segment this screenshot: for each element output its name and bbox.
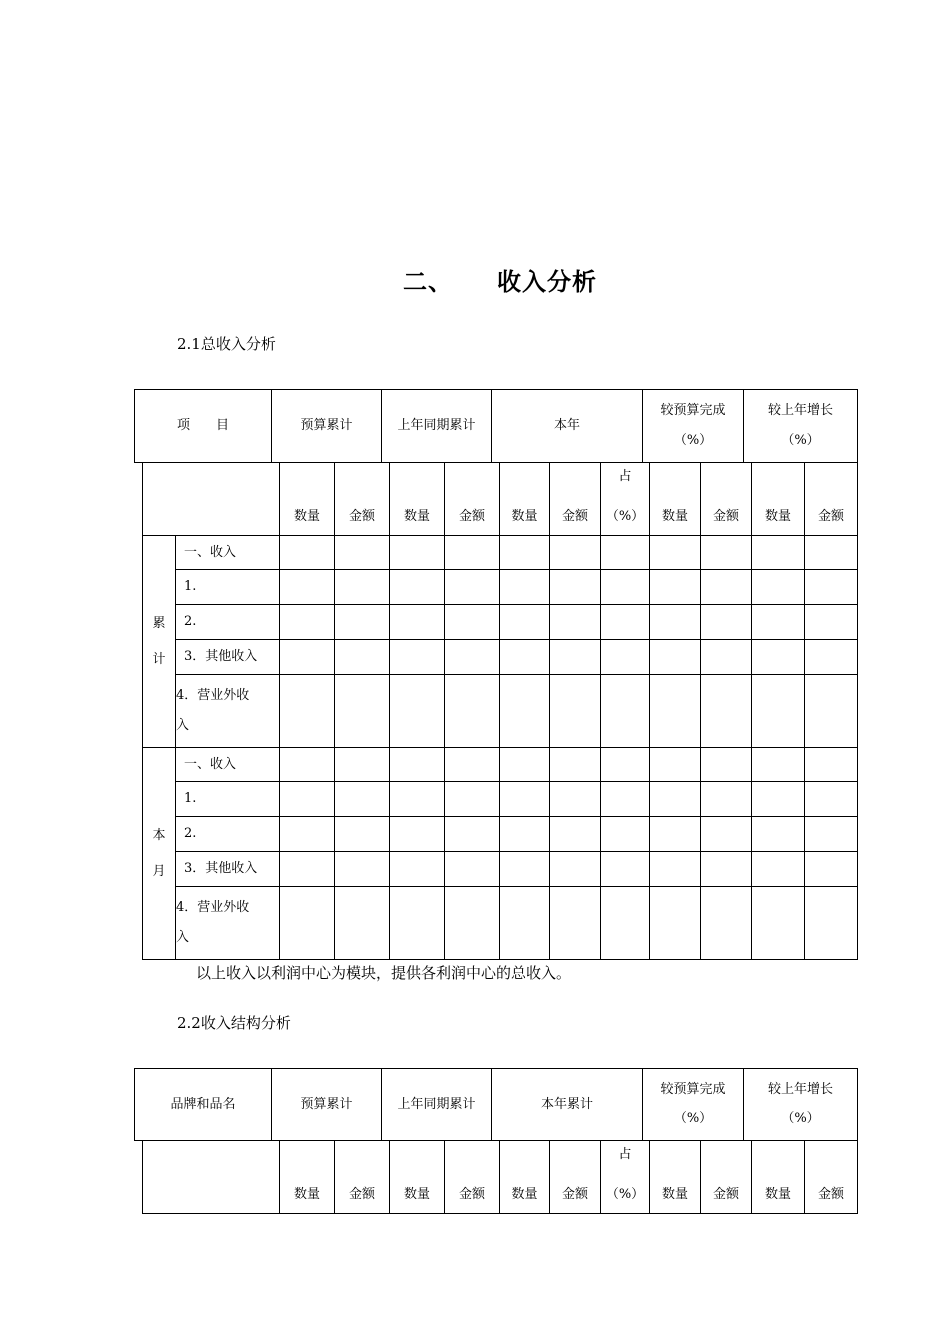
t1-row-label-line: 4．营业外收 — [176, 900, 250, 916]
t1-subheader-pct-line: （%） — [605, 509, 645, 525]
t1-data-cell — [649, 747, 701, 782]
t1-data-cell — [700, 569, 752, 605]
t1-data-cell — [751, 851, 805, 887]
subsection-title-2-2: 2.2收入结构分析 — [177, 1014, 291, 1032]
t2-subheader-quantity: 数量 — [649, 1140, 701, 1214]
t1-row-label: 2. — [175, 604, 280, 640]
t2-subheader-amount: 金额 — [804, 1140, 858, 1214]
t1-data-cell — [334, 781, 390, 817]
t1-data-cell — [600, 851, 650, 887]
t1-subheader-quantity: 数量 — [279, 462, 335, 536]
t1-data-cell — [499, 639, 550, 675]
t1-data-cell — [549, 535, 601, 570]
t1-row-label: 3．其他收入 — [175, 851, 280, 887]
t1-subheader-pct-line: 占 — [618, 469, 632, 484]
t1-data-cell — [804, 604, 858, 640]
t1-data-cell — [389, 747, 445, 782]
t1-data-cell — [700, 535, 752, 570]
t1-data-cell — [334, 674, 390, 748]
t1-data-cell — [804, 747, 858, 782]
t1-header-vs-budget-line: （%） — [673, 433, 713, 449]
t1-data-cell — [389, 535, 445, 570]
t2-header-current: 本年累计 — [491, 1068, 643, 1141]
section-number: 二、 — [403, 268, 453, 296]
t1-data-cell — [389, 674, 445, 748]
t2-subheader-quantity: 数量 — [279, 1140, 335, 1214]
t2-subheader-amount: 金额 — [334, 1140, 390, 1214]
t1-data-cell — [649, 674, 701, 748]
t2-header-item: 品牌和品名 — [134, 1068, 272, 1141]
t1-subheader-quantity: 数量 — [751, 462, 805, 536]
t1-data-cell — [549, 569, 601, 605]
t1-data-cell — [700, 639, 752, 675]
t1-data-cell — [444, 569, 500, 605]
t1-row-label: 一、收入 — [175, 747, 280, 782]
t1-header-item: 项 目 — [134, 389, 272, 463]
t1-data-cell — [389, 816, 445, 852]
section-heading — [0, 262, 950, 297]
t1-header-vs-budget — [642, 389, 744, 463]
t1-data-cell — [549, 604, 601, 640]
t1-data-cell — [444, 781, 500, 817]
t1-data-cell — [549, 781, 601, 817]
t1-data-cell — [649, 639, 701, 675]
t1-subheader-amount: 金额 — [549, 462, 601, 536]
t1-data-cell — [649, 781, 701, 817]
t1-data-cell — [389, 639, 445, 675]
t2-header-vs-budget-line: （%） — [673, 1111, 713, 1127]
t1-data-cell — [804, 639, 858, 675]
t1-data-cell — [600, 816, 650, 852]
t1-data-cell — [499, 851, 550, 887]
t1-data-cell — [549, 639, 601, 675]
t1-data-cell — [700, 851, 752, 887]
t1-data-cell — [600, 535, 650, 570]
t1-data-cell — [549, 674, 601, 748]
t1-header-vs-prev-line: 较上年增长 — [767, 403, 833, 419]
t2-subheader-quantity: 数量 — [389, 1140, 445, 1214]
t1-data-cell — [279, 816, 335, 852]
t1-data-cell — [751, 604, 805, 640]
t1-data-cell — [600, 886, 650, 960]
t1-header-vs-prev-line: （%） — [781, 433, 820, 449]
t2-subheader-amount: 金额 — [444, 1140, 500, 1214]
t1-data-cell — [804, 781, 858, 817]
t1-header-budget: 预算累计 — [271, 389, 382, 463]
t1-data-cell — [499, 747, 550, 782]
t2-subheader-amount: 金额 — [700, 1140, 752, 1214]
t1-row-label: 1. — [175, 781, 280, 817]
t2-subheader-blank — [142, 1140, 280, 1214]
t1-data-cell — [600, 781, 650, 817]
t1-data-cell — [804, 886, 858, 960]
t1-data-cell — [279, 639, 335, 675]
t1-data-cell — [334, 747, 390, 782]
t1-data-cell — [334, 886, 390, 960]
t1-group-label — [142, 747, 176, 960]
t1-data-cell — [279, 535, 335, 570]
t1-data-cell — [700, 674, 752, 748]
t1-data-cell — [649, 569, 701, 605]
t1-header-vs-prev — [743, 389, 858, 463]
t2-subheader-amount: 金额 — [549, 1140, 601, 1214]
t1-data-cell — [444, 747, 500, 782]
t1-header-vs-budget-line: 较预算完成 — [660, 403, 726, 419]
t2-header-vs-prev-line: （%） — [781, 1111, 820, 1127]
t1-data-cell — [700, 781, 752, 817]
t1-subheader-pct — [600, 462, 650, 536]
t1-data-cell — [549, 747, 601, 782]
t1-row-label: 一、收入 — [175, 535, 280, 570]
t1-data-cell — [700, 816, 752, 852]
t1-data-cell — [444, 886, 500, 960]
t1-data-cell — [279, 886, 335, 960]
t1-subheader-amount: 金额 — [700, 462, 752, 536]
t1-data-cell — [334, 569, 390, 605]
t1-row-label-line: 4．营业外收 — [176, 688, 250, 704]
t1-data-cell — [499, 886, 550, 960]
t1-data-cell — [600, 674, 650, 748]
table1-note: 以上收入以利润中心为模块，提供各利润中心的总收入。 — [196, 964, 572, 982]
t1-data-cell — [804, 569, 858, 605]
t2-header-budget: 预算累计 — [271, 1068, 382, 1141]
t1-data-cell — [279, 851, 335, 887]
t1-data-cell — [751, 747, 805, 782]
t1-data-cell — [649, 886, 701, 960]
t1-data-cell — [751, 674, 805, 748]
t1-subheader-quantity: 数量 — [389, 462, 445, 536]
t1-data-cell — [499, 816, 550, 852]
t1-group-label — [142, 535, 176, 748]
t2-header-vs-budget — [642, 1068, 744, 1141]
t1-data-cell — [700, 747, 752, 782]
t1-data-cell — [499, 674, 550, 748]
t1-data-cell — [389, 886, 445, 960]
t1-data-cell — [334, 816, 390, 852]
t1-group-label-line: 计 — [152, 651, 166, 667]
t1-data-cell — [649, 851, 701, 887]
t2-header-vs-prev-line: 较上年增长 — [767, 1081, 833, 1097]
t1-data-cell — [444, 604, 500, 640]
t1-data-cell — [751, 639, 805, 675]
t1-data-cell — [279, 569, 335, 605]
t1-group-label-line: 本 — [152, 827, 166, 843]
t1-data-cell — [334, 604, 390, 640]
t1-data-cell — [600, 569, 650, 605]
t1-row-label — [175, 886, 280, 960]
t1-data-cell — [804, 816, 858, 852]
t1-data-cell — [444, 851, 500, 887]
t2-subheader-pct — [600, 1140, 650, 1214]
t1-data-cell — [389, 851, 445, 887]
section-title: 收入分析 — [497, 268, 597, 296]
t1-data-cell — [549, 851, 601, 887]
t1-subheader-quantity: 数量 — [649, 462, 701, 536]
t1-group-label-line: 月 — [152, 863, 166, 879]
t1-data-cell — [499, 569, 550, 605]
t1-data-cell — [751, 886, 805, 960]
t1-header-prev: 上年同期累计 — [381, 389, 492, 463]
t2-subheader-quantity: 数量 — [751, 1140, 805, 1214]
t1-data-cell — [804, 674, 858, 748]
t1-row-label-line: 入 — [176, 930, 190, 946]
t1-data-cell — [600, 747, 650, 782]
t1-data-cell — [389, 604, 445, 640]
t1-row-label: 3．其他收入 — [175, 639, 280, 675]
t1-row-label — [175, 674, 280, 748]
t2-header-vs-budget-line: 较预算完成 — [660, 1081, 726, 1097]
t1-subheader-amount: 金额 — [334, 462, 390, 536]
t1-data-cell — [700, 886, 752, 960]
t1-data-cell — [279, 674, 335, 748]
t1-data-cell — [389, 569, 445, 605]
t1-data-cell — [444, 639, 500, 675]
t1-subheader-quantity: 数量 — [499, 462, 550, 536]
t1-data-cell — [751, 816, 805, 852]
t2-header-vs-prev — [743, 1068, 858, 1141]
t2-header-prev: 上年同期累计 — [381, 1068, 492, 1141]
t1-data-cell — [700, 604, 752, 640]
t1-data-cell — [649, 535, 701, 570]
t2-subheader-pct-line: 占 — [618, 1147, 632, 1162]
subsection-title-2-1: 2.1总收入分析 — [177, 335, 276, 353]
t1-row-label: 2. — [175, 816, 280, 852]
t1-data-cell — [549, 816, 601, 852]
t1-data-cell — [600, 604, 650, 640]
t1-data-cell — [499, 604, 550, 640]
t1-data-cell — [600, 639, 650, 675]
t1-subheader-blank — [142, 462, 280, 536]
t1-data-cell — [499, 781, 550, 817]
t1-data-cell — [804, 851, 858, 887]
t1-data-cell — [334, 535, 390, 570]
t1-data-cell — [804, 535, 858, 570]
t1-row-label: 1. — [175, 569, 280, 605]
t1-data-cell — [649, 816, 701, 852]
t1-data-cell — [279, 747, 335, 782]
t1-data-cell — [751, 569, 805, 605]
t1-row-label-line: 入 — [176, 718, 190, 734]
t1-data-cell — [499, 535, 550, 570]
t1-data-cell — [444, 816, 500, 852]
t1-data-cell — [444, 535, 500, 570]
t1-subheader-amount: 金额 — [804, 462, 858, 536]
t1-header-current: 本年 — [491, 389, 643, 463]
t1-data-cell — [549, 886, 601, 960]
t2-subheader-pct-line: （%） — [605, 1187, 645, 1203]
t1-data-cell — [389, 781, 445, 817]
t1-data-cell — [279, 781, 335, 817]
t1-data-cell — [334, 851, 390, 887]
t1-data-cell — [444, 674, 500, 748]
t1-data-cell — [334, 639, 390, 675]
t1-data-cell — [751, 781, 805, 817]
t1-data-cell — [649, 604, 701, 640]
t1-data-cell — [751, 535, 805, 570]
t1-group-label-line: 累 — [152, 615, 166, 631]
t1-subheader-amount: 金额 — [444, 462, 500, 536]
t1-data-cell — [279, 604, 335, 640]
t2-subheader-quantity: 数量 — [499, 1140, 550, 1214]
